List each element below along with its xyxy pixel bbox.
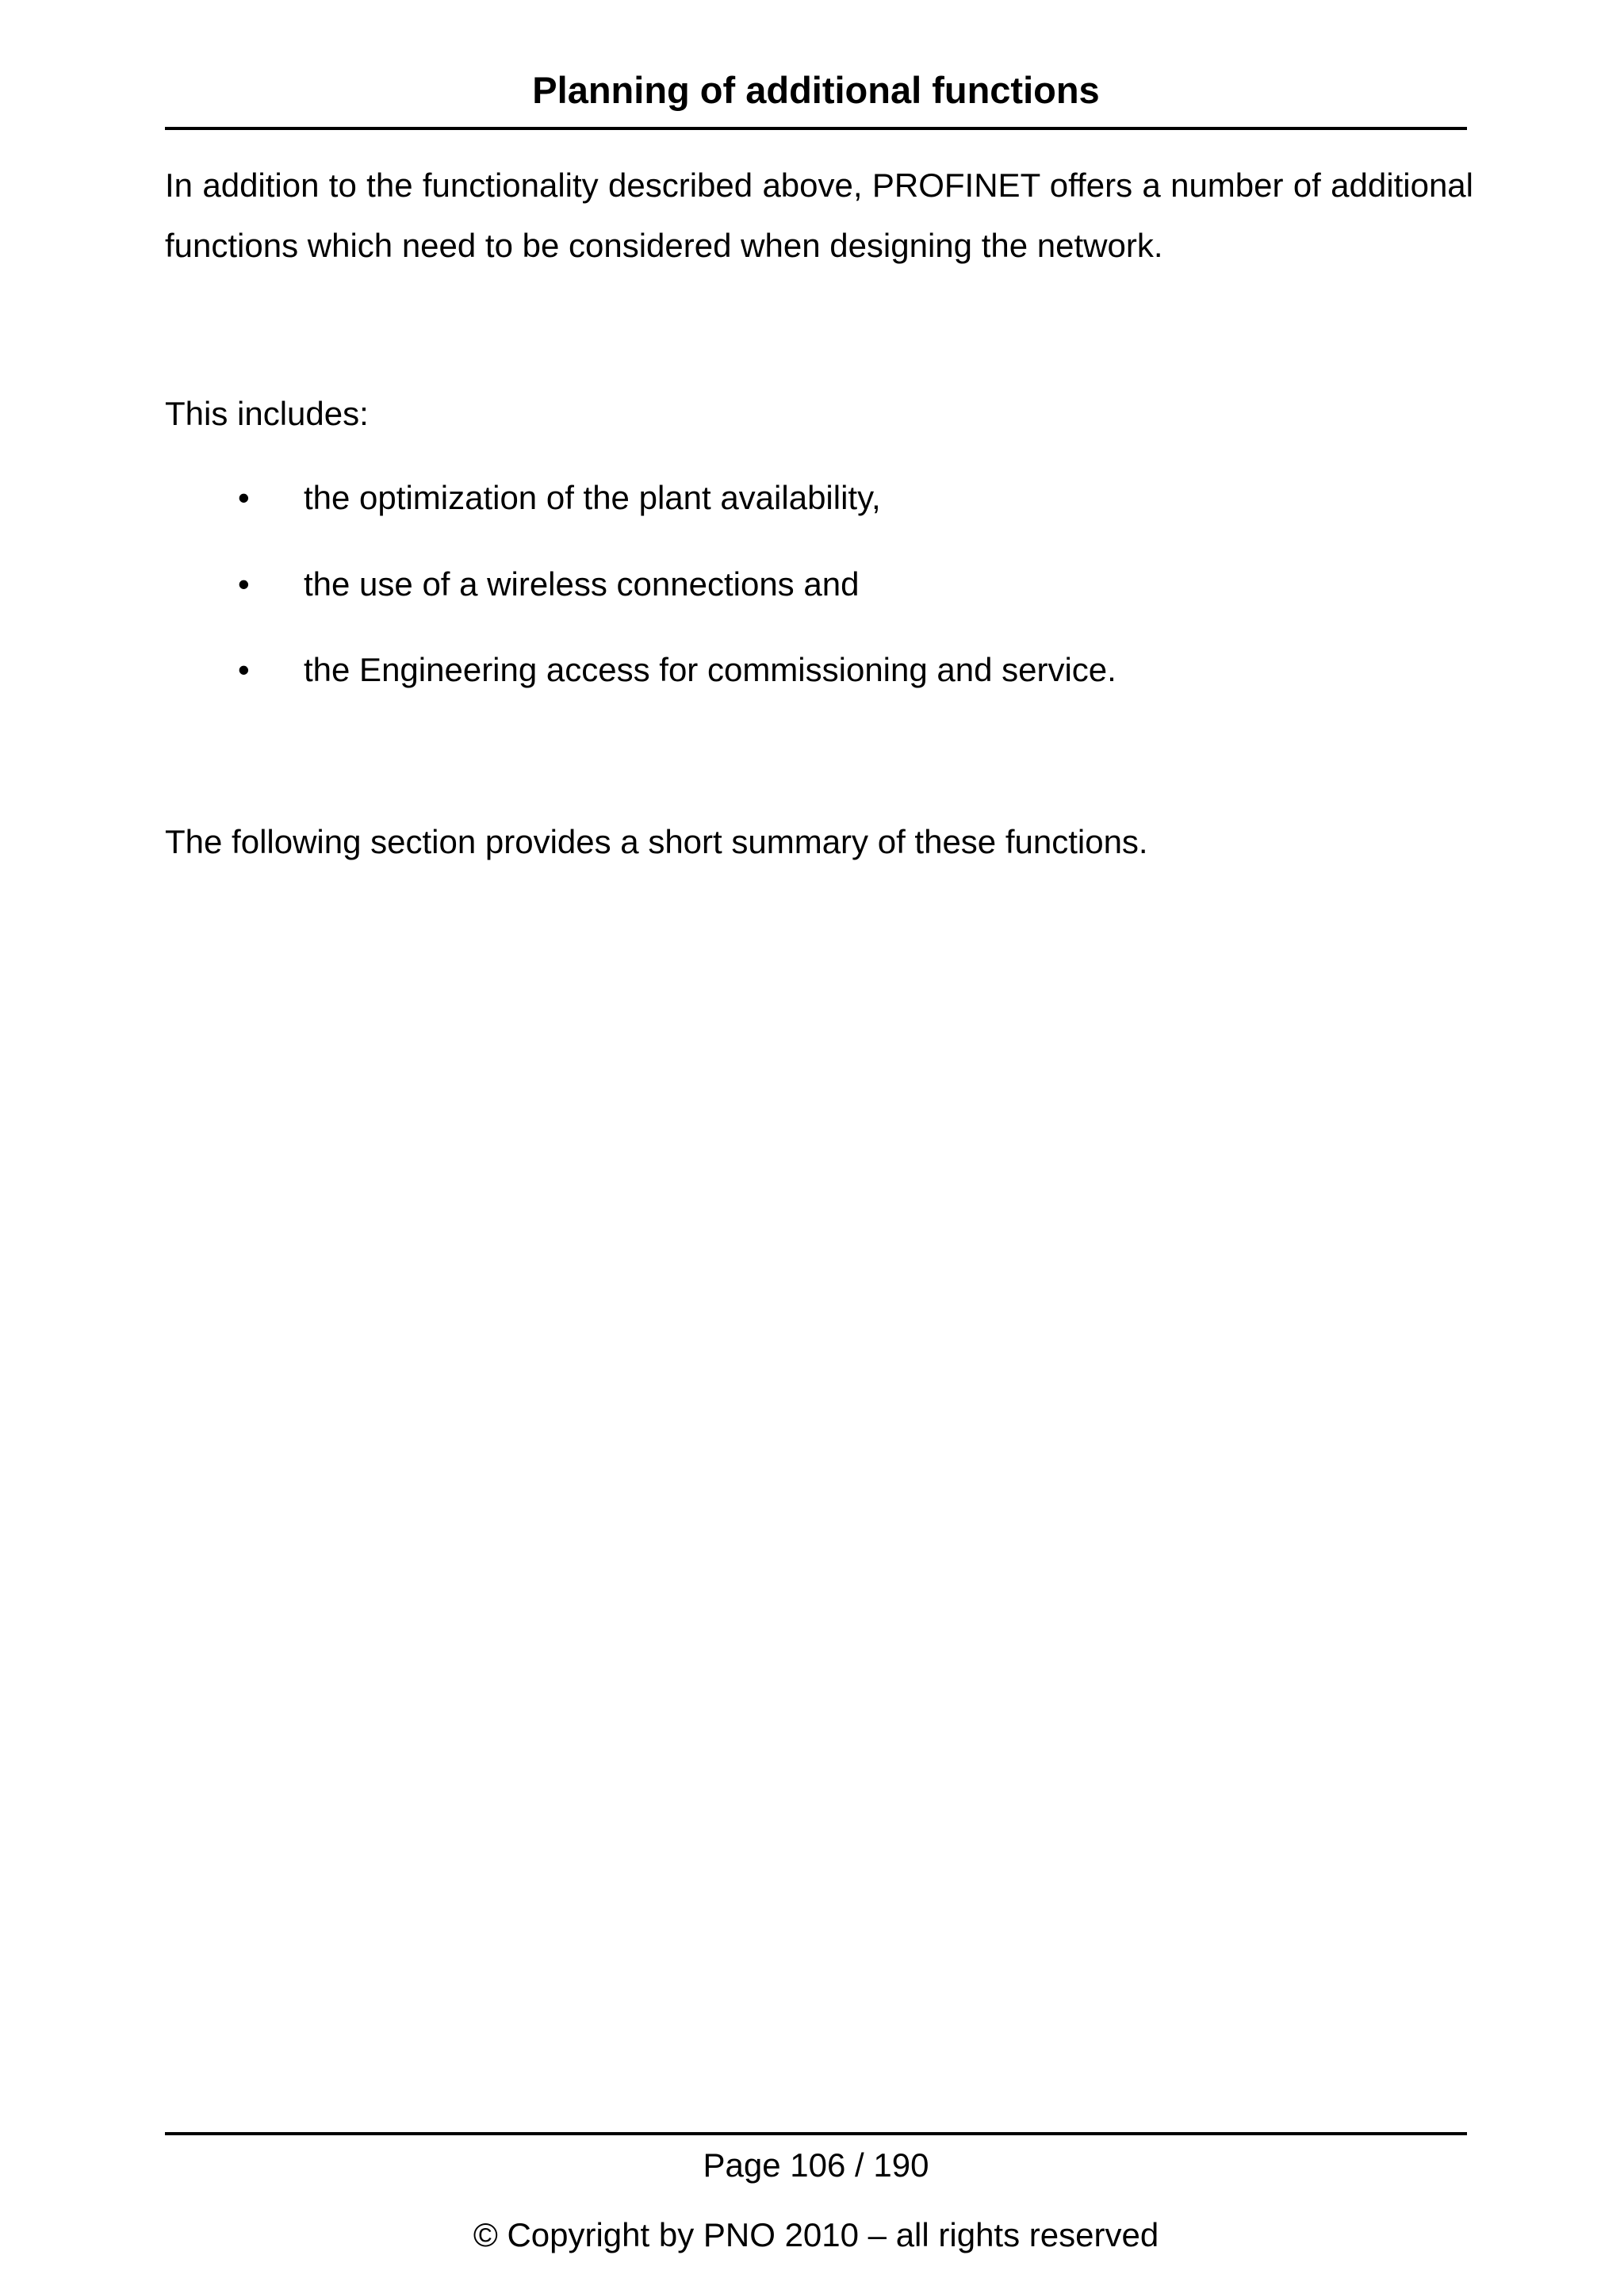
list-item	[165, 468, 1473, 554]
bullet-icon: •	[238, 565, 250, 603]
list-item-text: the optimization of the plant availability,	[304, 479, 881, 516]
bullet-icon: •	[238, 651, 250, 688]
page-title: Planning of additional functions	[532, 69, 1100, 111]
includes-label: This includes:	[165, 395, 369, 432]
list-item-text: the Engineering access for commissioning and service.	[304, 651, 1116, 688]
summary-paragraph: The following section provides a short summary of these functions.	[165, 823, 1148, 860]
intro-paragraph: In addition to the functionality described above, PROFINET offers a number of additional functions which need to be considered when designing the network.	[165, 167, 1473, 264]
list-item-text: the use of a wireless connections and	[304, 565, 860, 603]
bullet-icon: •	[238, 479, 250, 516]
list-item	[165, 640, 1473, 726]
header-divider	[165, 127, 1467, 130]
function-list	[165, 468, 1473, 726]
page-number: Page 106 / 190	[703, 2146, 929, 2184]
copyright-notice: © Copyright by PNO 2010 – all rights reserved	[473, 2216, 1159, 2253]
list-item	[165, 554, 1473, 641]
footer-divider	[165, 2132, 1467, 2135]
